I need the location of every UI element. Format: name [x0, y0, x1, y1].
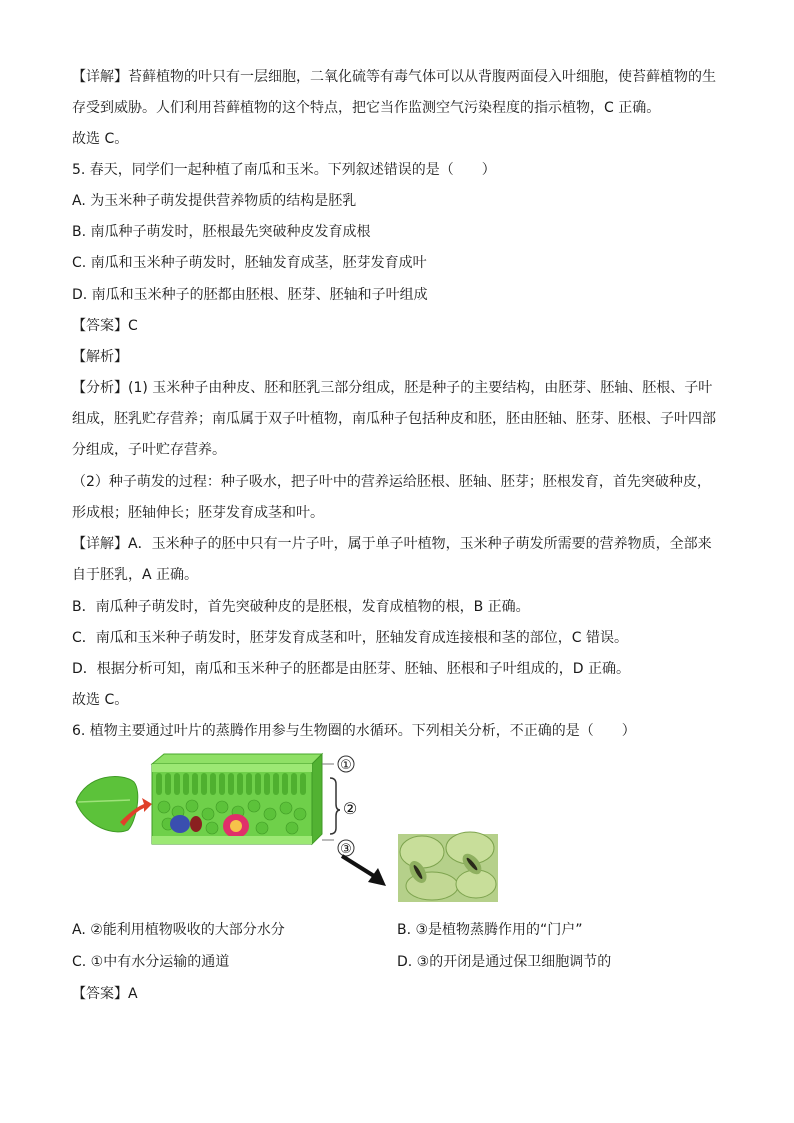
analysis-line-3: 分组成，子叶贮存营养。 — [72, 442, 226, 458]
question-6: 6. 植物主要通过叶片的蒸腾作用参与生物圈的水循环。下列相关分析，不正确的是（ ） — [72, 723, 636, 739]
analysis-line-4: （2）种子萌发的过程：种子吸水，把子叶中的营养运给胚根、胚轴、胚芽；胚根发育，首先突破种皮， — [72, 474, 711, 490]
leaf-structure-diagram — [72, 752, 512, 902]
leaf-icon — [76, 777, 138, 832]
detail-line-2: 存受到威胁。人们利用苔藓植物的这个特点，把它当作监测空气污染程度的指示植物，C 正确。 — [72, 100, 661, 116]
label-3: ③ — [340, 842, 352, 857]
analysis-line-5: 形成根；胚轴伸长；胚芽发育成茎和叶。 — [72, 505, 324, 521]
option-5a: A. 为玉米种子萌发提供营养物质的结构是胚乳 — [72, 193, 357, 209]
leaf-cross-section — [152, 754, 322, 844]
answer-6: 【答案】A — [72, 986, 138, 1002]
detail-a-line-1: 【详解】A．玉米种子的胚中只有一片子叶，属于单子叶植物，玉米种子萌发所需要的营养物质，全部来 — [72, 536, 712, 552]
answer-5: 【答案】C — [72, 318, 138, 334]
option-5d: D. 南瓜和玉米种子的胚都由胚根、胚芽、胚轴和子叶组成 — [72, 287, 428, 303]
analysis-heading: 【解析】 — [72, 349, 128, 365]
option-6a: A. ②能利用植物吸收的大部分水分 — [72, 922, 285, 938]
black-arrow-icon — [342, 856, 386, 886]
question-5: 5. 春天，同学们一起种植了南瓜和玉米。下列叙述错误的是（ ） — [72, 162, 496, 178]
detail-b: B．南瓜种子萌发时，首先突破种皮的是胚根，发育成植物的根，B 正确。 — [72, 599, 530, 615]
option-6c: C. ①中有水分运输的通道 — [72, 954, 230, 970]
option-5b: B. 南瓜种子萌发时，胚根最先突破种皮发育成根 — [72, 224, 371, 240]
detail-d: D．根据分析可知，南瓜和玉米种子的胚都是由胚芽、胚轴、胚根和子叶组成的，D 正确。 — [72, 661, 631, 677]
choose-line-2: 故选 C。 — [72, 692, 129, 708]
choose-line: 故选 C。 — [72, 131, 129, 147]
stoma-image — [398, 832, 498, 902]
label-2: ② — [342, 799, 358, 818]
option-6b: B. ③是植物蒸腾作用的“门户” — [397, 922, 583, 938]
bracket-2 — [330, 778, 340, 834]
detail-c: C．南瓜和玉米种子萌发时，胚芽发育成茎和叶，胚轴发育成连接根和茎的部位，C 错误。 — [72, 630, 628, 646]
label-1: ① — [340, 758, 352, 773]
detail-a-line-2: 自于胚乳，A 正确。 — [72, 567, 199, 583]
option-5c: C. 南瓜和玉米种子萌发时，胚轴发育成茎，胚芽发育成叶 — [72, 255, 427, 271]
analysis-line-1: 【分析】(1) 玉米种子由种皮、胚和胚乳三部分组成，胚是种子的主要结构，由胚芽、胚轴、胚根、子叶 — [72, 380, 713, 396]
analysis-line-2: 组成，胚乳贮存营养；南瓜属于双子叶植物，南瓜种子包括种皮和胚，胚由胚轴、胚芽、胚根、子叶四部 — [72, 411, 716, 427]
detail-line-1: 【详解】苔藓植物的叶只有一层细胞，二氧化硫等有毒气体可以从背腹两面侵入叶细胞，使苔藓植物的生 — [72, 69, 716, 85]
option-6d: D. ③的开闭是通过保卫细胞调节的 — [397, 954, 612, 970]
